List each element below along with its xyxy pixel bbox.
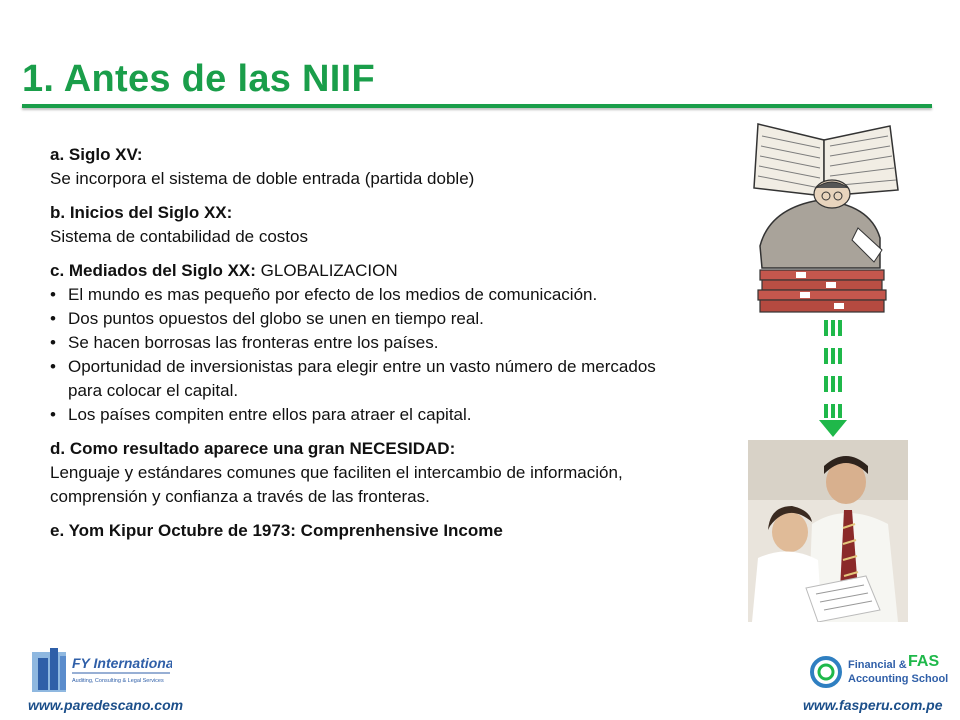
list-item: • Dos puntos opuestos del globo se unen en tiempo real. — [50, 307, 690, 331]
section-heading: b. Inicios del Siglo XX: — [50, 203, 233, 222]
list-item: • Los países compiten entre ellos para atraer el capital. — [50, 403, 690, 427]
footer-link-fasperu[interactable]: www.fasperu.com.pe — [803, 697, 943, 713]
right-logo-line2: Accounting School — [848, 673, 948, 685]
left-logo-subtext: Auditing, Consulting & Legal Services — [72, 678, 164, 684]
accountant-ledger-illustration — [740, 118, 908, 318]
list-item: • Oportunidad de inversionistas para elegir entre un vasto número de mercados para colocar el capital. — [50, 355, 690, 403]
section-text: Sistema de contabilidad de costos — [50, 227, 308, 246]
business-people-photo — [748, 440, 908, 622]
section-b — [50, 201, 690, 249]
left-logo-text: FY International — [72, 655, 172, 671]
section-a — [50, 143, 690, 191]
slide-content — [50, 143, 690, 553]
section-text: Lenguaje y estándares comunes que faciliten el intercambio de información, comprensión y confianza a través de las fronteras. — [50, 463, 623, 506]
section-heading: d. Como resultado aparece una gran NECESIDAD: — [50, 439, 456, 458]
section-d — [50, 437, 690, 509]
footer-link-paredescano[interactable]: www.paredescano.com — [28, 697, 184, 713]
section-heading: c. Mediados del Siglo XX: — [50, 261, 256, 280]
slide-title: 1. Antes de las NIIF — [22, 58, 376, 100]
bullet-list — [50, 283, 690, 427]
section-heading: e. Yom Kipur Octubre de 1973: Comprenhensive Income — [50, 521, 503, 540]
section-heading-extra: GLOBALIZACION — [255, 261, 398, 280]
title-divider — [22, 104, 932, 108]
fas-logo — [808, 650, 948, 692]
right-logo-line1: Financial & — [848, 659, 907, 671]
section-heading: a. Siglo XV: — [50, 145, 143, 164]
list-item: • Se hacen borrosas las fronteras entre los países. — [50, 331, 690, 355]
section-c — [50, 259, 690, 427]
section-text: Se incorpora el sistema de doble entrada (partida doble) — [50, 169, 475, 188]
list-item: • El mundo es mas pequeño por efecto de los medios de comunicación. — [50, 283, 690, 307]
right-logo-badge: FAS — [908, 653, 940, 670]
down-arrow-icon — [818, 318, 848, 438]
fy-international-logo — [30, 646, 172, 694]
section-e — [50, 519, 690, 543]
